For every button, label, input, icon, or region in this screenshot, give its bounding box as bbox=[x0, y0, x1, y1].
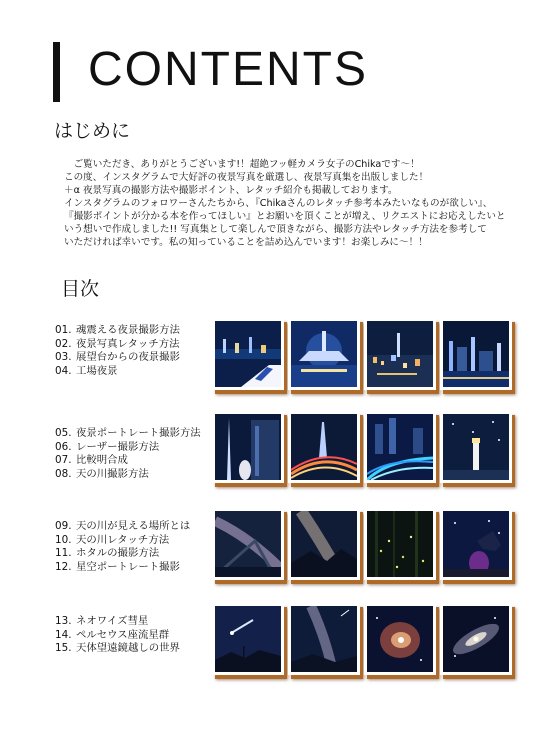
toc-item-label: 天の川撮影方法 bbox=[76, 467, 149, 480]
toc-item-list bbox=[55, 427, 215, 481]
toc-item-label: ペルセウス座流星群 bbox=[76, 628, 170, 641]
page-title: CONTENTS bbox=[88, 43, 368, 96]
toc-item-label: レーザー撮影方法 bbox=[76, 440, 160, 453]
toc-item[interactable] bbox=[55, 454, 215, 468]
city-skyline-night-photo bbox=[364, 318, 436, 390]
toc-item-number: 14. bbox=[55, 628, 72, 641]
toc-group bbox=[0, 603, 540, 683]
toc-group bbox=[0, 508, 540, 588]
milky-way-mountain-photo bbox=[288, 508, 360, 580]
toc-item-label: 工場夜景 bbox=[76, 364, 118, 377]
toc-item-number: 08. bbox=[55, 467, 72, 480]
toc-item-label: ネオワイズ彗星 bbox=[76, 615, 149, 627]
toc-item[interactable] bbox=[55, 547, 215, 561]
toc-item-number: 07. bbox=[55, 454, 72, 466]
toc-item[interactable] bbox=[55, 615, 215, 629]
toc-item-number: 13. bbox=[55, 615, 72, 627]
thumbnail-row bbox=[212, 603, 512, 679]
tower-portrait-photo bbox=[212, 411, 284, 483]
toc-item-label: 天体望遠鏡越しの世界 bbox=[76, 642, 180, 654]
toc-item[interactable] bbox=[55, 642, 215, 656]
toc-item[interactable] bbox=[55, 365, 215, 379]
intro-heading: はじめに bbox=[54, 120, 131, 142]
toc-group bbox=[0, 411, 540, 491]
toc-item-label: 天の川レタッチ方法 bbox=[76, 533, 170, 546]
toc-item-label: 比較明合成 bbox=[76, 454, 128, 466]
intro-line: インスタグラムのフォロワーさんたちから、『Chikaさんのレタッチ参考本みたいなものが欲しい』、 bbox=[64, 198, 493, 209]
intro-text bbox=[64, 158, 506, 249]
title-accent-bar bbox=[53, 42, 60, 102]
toc-item[interactable] bbox=[55, 468, 215, 482]
thumbnail-row bbox=[212, 508, 512, 584]
toc-item[interactable] bbox=[55, 520, 215, 534]
intro-line: いう想いで作成しました!! 写真集として楽しんで頂きながら、撮影方法やレタッチ方法を参考して bbox=[64, 224, 487, 235]
andromeda-galaxy-photo bbox=[440, 603, 512, 675]
toc-item[interactable] bbox=[55, 629, 215, 643]
toc-item-number: 02. bbox=[55, 337, 72, 350]
toc-item-number: 06. bbox=[55, 440, 72, 453]
toc-item-number: 11. bbox=[55, 547, 72, 559]
intro-line: この度、インスタグラムで大好評の夜景写真を厳選し、夜景写真集を出版しました！ bbox=[64, 172, 429, 183]
intro-line: ＋α 夜景写真の撮影方法や撮影ポイント、レタッチ紹介も掲載しております。 bbox=[64, 185, 398, 196]
toc-item-number: 12. bbox=[55, 560, 72, 573]
comet-neowise-photo bbox=[212, 603, 284, 675]
toc-item[interactable] bbox=[55, 427, 215, 441]
factory-night-photo bbox=[440, 318, 512, 390]
toc-item-list bbox=[55, 520, 215, 574]
toc-item-number: 05. bbox=[55, 427, 72, 439]
orion-nebula-photo bbox=[364, 603, 436, 675]
airport-night-photo bbox=[288, 318, 360, 390]
toc-item-number: 15. bbox=[55, 642, 72, 654]
intro-line: いただければ幸いです。私の知っていることを詰め込んでいます！お楽しみに〜！！ bbox=[64, 237, 428, 248]
toc-item-list bbox=[55, 615, 215, 656]
tower-light-trails-photo bbox=[288, 411, 360, 483]
toc-item-label: 夜景写真レタッチ方法 bbox=[76, 337, 180, 350]
toc-item[interactable] bbox=[55, 534, 215, 548]
toc-item-list bbox=[55, 324, 215, 378]
toc-item-number: 04. bbox=[55, 364, 72, 377]
starry-portrait-photo bbox=[440, 508, 512, 580]
light-trails-city-photo bbox=[364, 411, 436, 483]
toc-item-number: 03. bbox=[55, 351, 72, 363]
toc-item[interactable] bbox=[55, 338, 215, 352]
toc-item[interactable] bbox=[55, 561, 215, 575]
milky-way-structure-photo bbox=[212, 508, 284, 580]
fireflies-forest-photo bbox=[364, 508, 436, 580]
toc-item-label: 魂震える夜景撮影方法 bbox=[76, 324, 180, 336]
toc-item-number: 10. bbox=[55, 533, 72, 546]
toc-item-label: 夜景ポートレート撮影方法 bbox=[76, 427, 201, 439]
toc-item-label: 天の川が見える場所とは bbox=[76, 520, 191, 532]
thumbnail-row bbox=[212, 411, 512, 487]
toc-item-label: 星空ポートレート撮影 bbox=[76, 560, 180, 573]
intro-line: ご覧いただき、ありがとうございます!！超絶フッ軽カメラ女子のChikaです〜！ bbox=[64, 159, 420, 170]
meteor-shower-photo bbox=[288, 603, 360, 675]
toc-item-number: 09. bbox=[55, 520, 72, 532]
thumbnail-row bbox=[212, 318, 512, 394]
toc-item[interactable] bbox=[55, 441, 215, 455]
toc-heading: 目次 bbox=[61, 278, 100, 300]
toc-group bbox=[0, 318, 540, 398]
intro-line: 『撮影ポイントが分かる本を作ってほしい』とお願いを頂くことが増え、リクエストにお応えしたいと bbox=[64, 211, 506, 222]
toc-item-label: 展望台からの夜景撮影 bbox=[76, 351, 180, 363]
city-night-airplane-photo bbox=[212, 318, 284, 390]
toc-item-number: 01. bbox=[55, 324, 72, 336]
toc-item[interactable] bbox=[55, 324, 215, 338]
lighthouse-starry-photo bbox=[440, 411, 512, 483]
toc-item-label: ホタルの撮影方法 bbox=[76, 547, 160, 559]
toc-item[interactable] bbox=[55, 351, 215, 365]
